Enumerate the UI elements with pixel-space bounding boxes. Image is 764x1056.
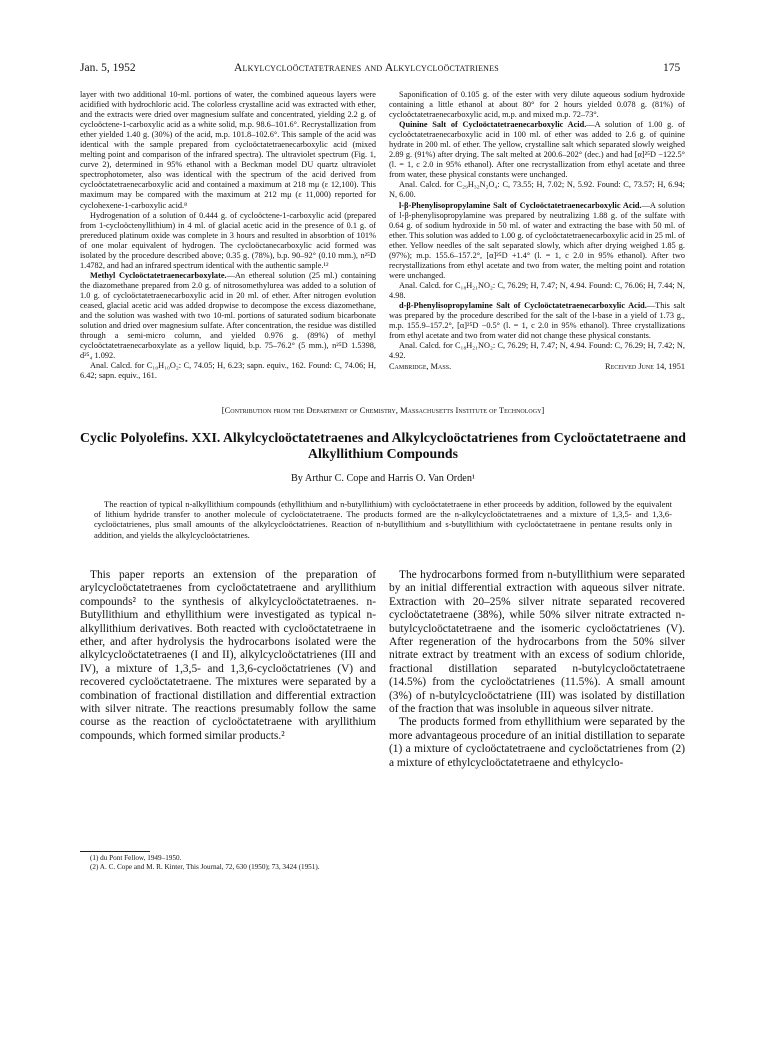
authors: By Arthur C. Cope and Harris O. Van Orden¹ — [291, 473, 475, 484]
signature-line — [389, 362, 685, 374]
paragraph-text: —A solution of 1.00 g. of cycloöctatetraenecarboxylic acid in 100 ml. of ether was added to 2.6 g. of quinine hydrate in 200 ml. of ether. The yellow, crystalline salt which separated slowly weighed 2.89 g. (91%) after drying. The salt melted at 200.6–202° (dec.) and had [α]²⁵D −122.5° (l. = 1, c 2.0 in 95% ethanol). After one recrystallization from ethyl acetate and three from water, these physical constants were unchanged. — [389, 120, 685, 180]
paragraph: Hydrogenation of a solution of 0.444 g. of cycloöctene-1-carboxylic acid (prepared from 1-cycloöctenyllithium) in 4 ml. of glacial acetic acid in the presence of 0.1 g. of prereduced platinum oxide was complete in 3 hours and resulted in absorbtion of 101% of one molar equivalent of hydrogen. The cycloöctanecarboxylic acid formed was isolated by the procedure described above; 0.35 g. (78%), b.p. 90–92° (0.10 mm.), n²⁵D 1.4782, and had an infrared spectrum identical with the authentic sample.¹² — [80, 210, 376, 270]
paragraph — [389, 301, 685, 341]
header-date: Jan. 5, 1952 — [80, 62, 136, 74]
paragraph: Saponification of 0.105 g. of the ester with very dilute aqueous sodium hydroxide containing a little ethanol at about 80° for 2 hours yielded 0.078 g. (81%) of cycloöctatetraenecarboxylic acid, m.p. and mixed m.p. 72–73°. — [389, 90, 685, 120]
paragraph: The products formed from ethyllithium were separated by the more advantageous procedure of an initial distillation to separate (1) a mixture of cycloöctatetraene and cycloöctatrienes from (2) a mixture of ethylcycloöctatetraene and ethylcyclo- — [389, 716, 685, 769]
paragraph-text: —This salt was prepared by the procedure described for the salt of the l-base in a yield of 1.73 g., m.p. 155.9–157.2°, [α]²⁵D −0.5° (l. = 1, c 2.0 in 95% ethanol). Three crystallizations from ethyl acetate and two from water did not change these physical constants. — [389, 300, 685, 341]
section-heading: Quinine Salt of Cycloöctatetraenecarboxylic Acid. — [399, 120, 587, 130]
section-heading: Methyl Cycloöctatetraenecarboxylate. — [90, 270, 227, 280]
experimental-column-right — [389, 90, 685, 374]
paragraph — [80, 271, 376, 361]
paragraph: The hydrocarbons formed from n-butyllithium were separated by an initial differential extraction with aqueous silver nitrate. Extraction with 20–25% silver nitrate separated recovered cycloöctatetraene (38%), while 50% silver nitrate extracted n-butylcycloöctatetraene and the isomeric cycloöctatrienes (V). After regeneration of the hydrocarbons from the 50% silver nitrate extract by treatment with an excess of sodium chloride, fractional distillation separated n-butylcycloöctatetraene (14.5%) from the cycloöctatrienes (11.5%). A small amount (3%) of n-butylcycloöctatriene (III) was isolated by distillation of the fraction that was insoluble in aqueous silver nitrate. — [389, 569, 685, 716]
footnote-divider — [80, 851, 150, 852]
footnote: (1) du Pont Fellow, 1949–1950. — [90, 854, 182, 862]
paragraph-text: —An ethereal solution (25 ml.) containing the diazomethane prepared from 2.0 g. of nitrosomethylurea was added to a solution of 1.0 g. of cycloöctatetraenecarboxylic acid in 20 ml. of ether. After nitrogen evolution ceased, glacial acetic acid was added dropwise to decompose the excess diazomethane, and the solution was washed with two 10-ml. portions of saturated sodium bicarbonate solution and dried over magnesium sulfate. After concentration, the residue was distilled through a semi-micro column, and yielded 0.976 g. (89%) of methyl cycloöctatetraenecarboxylate as a yellow liquid, b.p. 75–76.2° (5 mm.), n²⁵D 1.5398, d²⁵₄ 1.092. — [80, 270, 376, 361]
article-title: Cyclic Polyolefins. XXI. Alkylcycloöctatetraenes and Alkylcycloöctatrienes from Cycloöctatetraene and Alkyllithium Compounds — [80, 430, 686, 461]
footnotes — [80, 854, 376, 872]
intro-paragraph: This paper reports an extension of the preparation of arylcycloöctatetraenes from cycloöctatetraene and aryllithium compounds² to the synthesis of alkylcycloöctatetraenes. n-Butyllithium and ethyllithium were investigated as typical n-alkyllithium derivatives. Both reacted with cycloöctatetraene in ether, and after hydrolysis the hydrocarbons isolated were the alkylcycloöctatetraenes (I and II), alkylcycloöctatrienes (III and IV), a mixture of 1,3,5- and 1,3,6-cycloöctatrienes (V) and recovered cycloöctatetraene. The mixtures were separated by a combination of fractional distillation and differential extraction with silver nitrate. The reactions presumably follow the same course as the reaction of cycloöctatetraene with aryllithium compounds, which formed similar products.² — [80, 569, 376, 742]
footnote: (2) A. C. Cope and M. R. Kinter, This Journal, 72, 630 (1950); 73, 3424 (1951). — [90, 863, 320, 871]
paragraph — [389, 201, 685, 281]
body-column-right — [389, 569, 685, 770]
page-number: 175 — [663, 62, 681, 74]
paragraph — [389, 120, 685, 180]
abstract: The reaction of typical n-alkyllithium compounds (ethyllithium and n-butyllithium) with cycloöctatetraene in ether proceeds by addition, followed by the equivalent of lithium hydride transfer to another molecule of cycloöctatetraene. The products formed are the n-alkylcycloöctatetraenes and a mixture of 1,3,5- and 1,3,6-cycloöctatrienes, plus small amounts of the alkylcycloöctatrienes. Reaction of n-butyllithium and s-butyllithium with cycloöctatetraene in pentane results only in addition, and yields the alkylcycloöctatrienes. — [94, 499, 672, 540]
body-column-left — [80, 569, 376, 743]
paragraph-text: —A solution of l-β-phenylisopropylamine was prepared by neutralizing 1.88 g. of the sulfate with 0.64 g. of sodium hydroxide in 50 ml. of water and extracting the base with 50 ml. of ether. This solution was added to 1.00 g. of cycloöctatetraenecarboxylic acid in 25 ml. of ether. Yellow needles of the salt separated slowly, which after drying weighed 1.85 g. (97%); m.p. 155.6–157.2°, [α]²⁵D +1.4° (l. = 1, c 2.0 in 95% ethanol). After two recrystallizations from ethyl acetate and two from water, the melting point and rotation were unchanged. — [389, 200, 685, 280]
analysis-line: Anal. Calcd. for C₁₀H₁₀O₂: C, 74.05; H, 6.23; sapn. equiv., 162. Found: C, 74.06; H, 6.42; sapn. equiv., 161. — [80, 361, 376, 381]
analysis-line: Anal. Calcd. for C₁₈H₂₁NO₂: C, 76.29; H, 7.47; N, 4.94. Found: C, 76.06; H, 7.44; N, 4.98. — [389, 280, 685, 300]
received-date: Received June 14, 1951 — [605, 362, 685, 372]
analysis-line: Anal. Calcd. for C₁₈H₂₁NO₂: C, 76.29; H, 7.47; N, 4.94. Found: C, 76.29; H, 7.42; N, 4.92. — [389, 341, 685, 361]
contribution-line: [Contribution from the Department of Chemistry, Massachusetts Institute of Technology] — [221, 405, 545, 415]
experimental-column-left — [80, 90, 376, 381]
paragraph: layer with two additional 10-ml. portions of water, the combined aqueous layers were acidified with hydrochloric acid. The colorless crystalline acid was extracted with ether, and the extracts were dried over magnesium sulfate and concentrated, yielding 2.2 g. of cycloöctene-1-carboxylic acid as a white solid, m.p. 98.6–101.6°. Recrystallization from ether yielded 1.40 g. (30%) of the acid, m.p. 101.8–102.6°. This sample of the acid was identical with the sample prepared from cycloöctatetraenecarboxylic acid (mixed melting point and comparison of the infrared spectra). The ultraviolet spectrum (Fig. 1, curve 2), determined in 95% ethanol with a Beckman model DU quartz ultraviolet spectrophotometer, also was identical with the spectrum of the acid derived from cycloöctatetraenecarboxylic acid and contained a maximum at 218 mμ (ε 12,100). This maximum may be compared with the maximum at 212 mμ (ε 11,000) reported for cyclohexene-1-carboxylic acid.⁸ — [80, 90, 376, 210]
section-heading: l-β-Phenylisopropylamine Salt of Cycloöctatetraenecarboxylic Acid. — [399, 200, 642, 210]
section-heading: d-β-Phenylisopropylamine Salt of Cycloöctatetraenecarboxylic Acid. — [399, 300, 647, 310]
location: Cambridge, Mass. — [389, 362, 452, 372]
running-title: Alkylcycloöctatetraenes and Alkylcycloöctatrienes — [234, 62, 499, 74]
analysis-line: Anal. Calcd. for C₂₉H₃₂N₂O₄: C, 73.55; H, 7.02; N, 5.92. Found: C, 73.57; H, 6.94; N, 6.00. — [389, 180, 685, 200]
